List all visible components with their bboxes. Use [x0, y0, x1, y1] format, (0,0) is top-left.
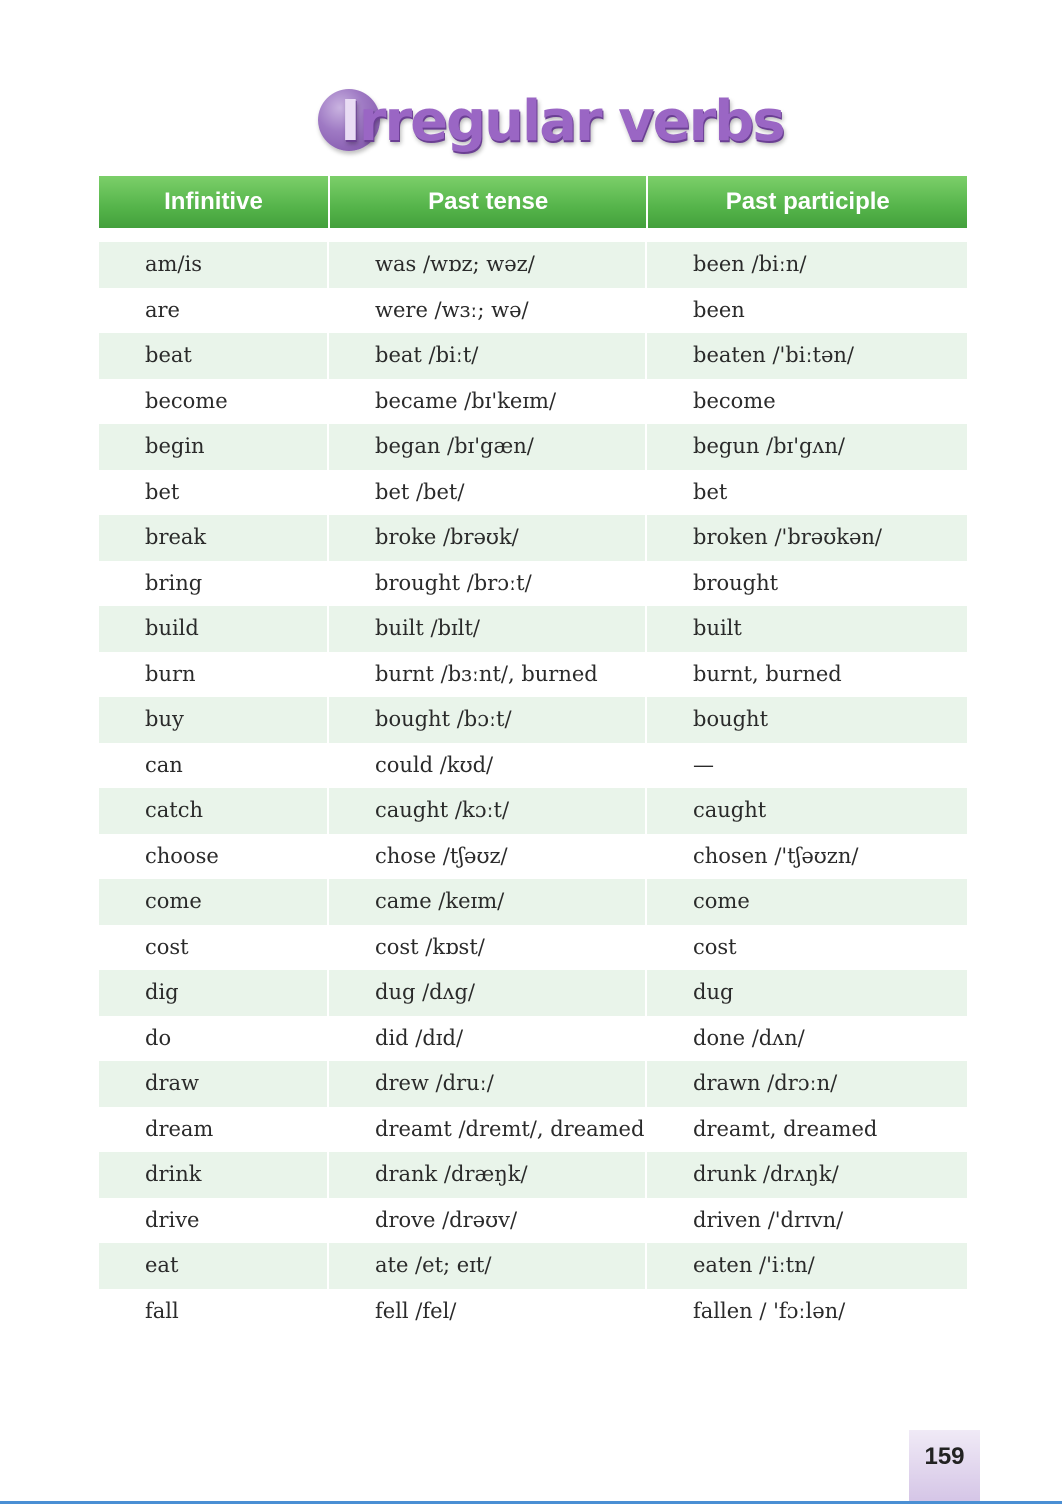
infinitive-cell: drive — [99, 1198, 329, 1244]
past-participle-cell: beaten /'biːtən/ — [693, 343, 855, 367]
past-participle-cell: dreamt, dreamed — [693, 1116, 878, 1141]
table-row — [99, 424, 967, 470]
infinitive-cell: come — [99, 879, 329, 925]
infinitive-cell: dig — [99, 970, 329, 1016]
past-participle-cell: fallen / 'fɔːlən/ — [693, 1298, 846, 1323]
page-title — [318, 86, 784, 158]
past-tense-cell: brought /brɔːt/ — [329, 561, 647, 607]
past-participle-cell: bet — [693, 479, 728, 504]
table-row — [99, 1243, 967, 1289]
table-row — [99, 333, 967, 379]
past-participle-cell: been — [693, 297, 745, 322]
past-participle-cell: drawn /drɔːn/ — [693, 1071, 838, 1095]
infinitive-cell: bet — [99, 470, 329, 516]
past-tense-cell: dreamt /dremt/, dreamed — [329, 1107, 647, 1153]
infinitive-cell: choose — [99, 834, 329, 880]
past-participle-cell: bought — [693, 707, 769, 731]
past-tense-cell: was /wɒz; wəz/ — [329, 242, 647, 288]
past-tense-cell: broke /brəʊk/ — [329, 515, 647, 561]
table-row — [99, 1061, 967, 1107]
past-participle-cell: broken /'brəʊkən/ — [693, 525, 883, 549]
infinitive-cell: dream — [99, 1107, 329, 1153]
past-participle-cell: — — [693, 752, 714, 777]
past-tense-cell: came /keɪm/ — [329, 879, 647, 925]
infinitive-cell: eat — [99, 1243, 329, 1289]
header-past-tense: Past tense — [330, 176, 649, 228]
infinitive-cell: can — [99, 743, 329, 789]
table-row — [99, 925, 967, 971]
table-header — [99, 176, 967, 228]
table-row — [99, 379, 967, 425]
header-infinitive: Infinitive — [99, 176, 330, 228]
past-participle-cell: become — [693, 388, 776, 413]
header-past-participle: Past participle — [725, 188, 890, 215]
past-tense-cell: burnt /bɜːnt/, burned — [329, 652, 647, 698]
table-row — [99, 788, 967, 834]
infinitive-cell: draw — [99, 1061, 329, 1107]
table-row — [99, 1152, 967, 1198]
past-tense-cell: built /bɪlt/ — [329, 606, 647, 652]
past-tense-cell: bought /bɔːt/ — [329, 697, 647, 743]
past-tense-cell: drank /dræŋk/ — [329, 1152, 647, 1198]
past-participle-cell: built — [693, 616, 742, 640]
infinitive-cell: build — [99, 606, 329, 652]
page-number: 159 — [909, 1430, 980, 1504]
past-tense-cell: were /wɜː; wə/ — [329, 288, 647, 334]
table-row — [99, 561, 967, 607]
past-participle-cell: eaten /'iːtn/ — [693, 1253, 815, 1277]
infinitive-cell: burn — [99, 652, 329, 698]
infinitive-cell: drink — [99, 1152, 329, 1198]
past-participle-cell: driven /'drɪvn/ — [693, 1207, 844, 1232]
past-participle-cell: cost — [693, 934, 737, 959]
table-row — [99, 470, 967, 516]
past-tense-cell: drew /druː/ — [329, 1061, 647, 1107]
title-text — [340, 86, 784, 158]
infinitive-cell: beat — [99, 333, 329, 379]
past-participle-cell: dug — [693, 980, 734, 1004]
past-tense-cell: fell /fel/ — [329, 1289, 647, 1335]
past-tense-cell: beat /biːt/ — [329, 333, 647, 379]
table-row — [99, 652, 967, 698]
past-tense-cell: ate /et; eɪt/ — [329, 1243, 647, 1289]
table-row — [99, 515, 967, 561]
infinitive-cell: do — [99, 1016, 329, 1062]
title-rest: rregular verbs — [358, 89, 784, 154]
infinitive-cell: fall — [99, 1289, 329, 1335]
infinitive-cell: cost — [99, 925, 329, 971]
title-first-letter: I — [340, 89, 359, 154]
table-row — [99, 606, 967, 652]
past-participle-cell: drunk /drʌŋk/ — [693, 1162, 839, 1186]
table-row — [99, 242, 967, 288]
table-row — [99, 1198, 967, 1244]
table-row — [99, 1016, 967, 1062]
table-row — [99, 834, 967, 880]
past-tense-cell: dug /dʌg/ — [329, 970, 647, 1016]
infinitive-cell: catch — [99, 788, 329, 834]
past-participle-cell: come — [693, 889, 750, 913]
table-row — [99, 970, 967, 1016]
table-row — [99, 697, 967, 743]
infinitive-cell: are — [99, 288, 329, 334]
infinitive-cell: begin — [99, 424, 329, 470]
past-tense-cell: cost /kɒst/ — [329, 925, 647, 971]
table-row — [99, 1107, 967, 1153]
past-participle-cell: been /biːn/ — [693, 252, 807, 276]
table-row — [99, 288, 967, 334]
past-tense-cell: chose /tʃəʊz/ — [329, 834, 647, 880]
past-tense-cell: bet /bet/ — [329, 470, 647, 516]
past-tense-cell: could /kʊd/ — [329, 743, 647, 789]
past-participle-cell: chosen /'tʃəʊzn/ — [693, 843, 859, 868]
past-tense-cell: began /bɪ'gæn/ — [329, 424, 647, 470]
infinitive-cell: become — [99, 379, 329, 425]
irregular-verbs-table — [99, 176, 967, 1334]
infinitive-cell: bring — [99, 561, 329, 607]
past-tense-cell: became /bɪ'keɪm/ — [329, 379, 647, 425]
table-row — [99, 879, 967, 925]
table-row — [99, 743, 967, 789]
past-participle-cell: burnt, burned — [693, 661, 842, 686]
infinitive-cell: buy — [99, 697, 329, 743]
past-participle-cell: begun /bɪ'gʌn/ — [693, 434, 845, 458]
past-tense-cell: caught /kɔːt/ — [329, 788, 647, 834]
past-tense-cell: drove /drəʊv/ — [329, 1198, 647, 1244]
table-row — [99, 1289, 967, 1335]
table-body — [99, 242, 967, 1334]
past-tense-cell: did /dɪd/ — [329, 1016, 647, 1062]
infinitive-cell: break — [99, 515, 329, 561]
past-participle-cell: brought — [693, 570, 779, 595]
past-participle-cell: caught — [693, 798, 767, 822]
past-participle-cell: done /dʌn/ — [693, 1025, 805, 1050]
infinitive-cell: am/is — [99, 242, 329, 288]
